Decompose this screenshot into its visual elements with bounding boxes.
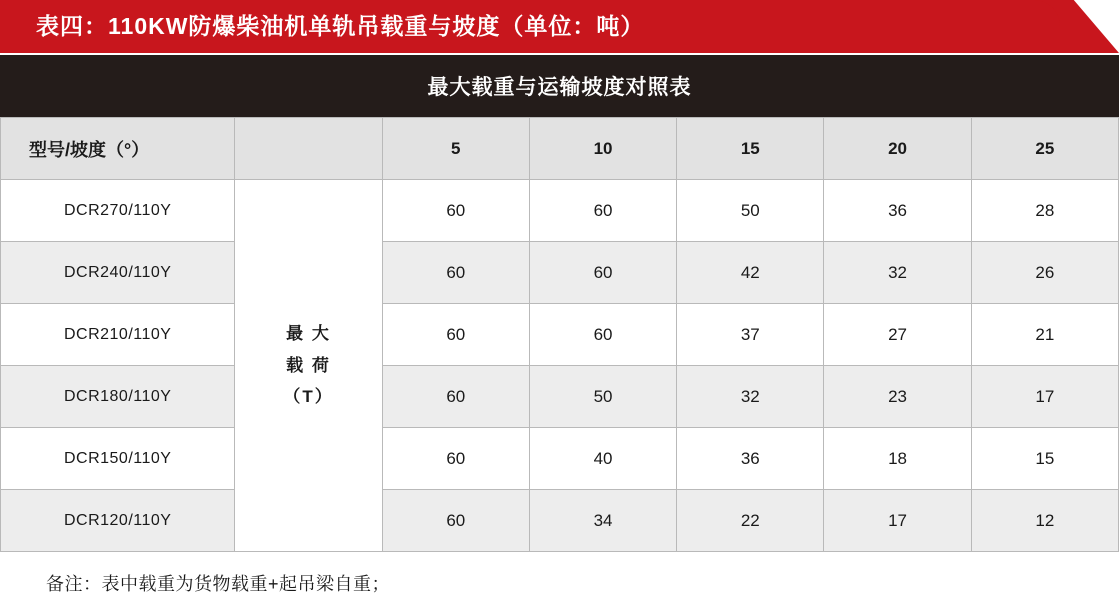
cell-value: 60 — [382, 366, 529, 428]
header-load-spacer — [235, 118, 382, 180]
cell-value: 28 — [971, 180, 1118, 242]
cell-value: 60 — [382, 428, 529, 490]
model-name: DCR270/110Y — [1, 180, 235, 242]
model-name: DCR240/110Y — [1, 242, 235, 304]
max-load-line-1: 最 大 — [286, 324, 331, 344]
cell-value: 15 — [971, 428, 1118, 490]
table-header-row — [1, 118, 1119, 180]
table-row — [1, 490, 1119, 552]
cell-value: 34 — [529, 490, 676, 552]
cell-value: 32 — [824, 242, 971, 304]
max-load-line-2: 载 荷 — [286, 355, 331, 375]
cell-value: 37 — [677, 304, 824, 366]
cell-value: 26 — [971, 242, 1118, 304]
max-load-line-3: （T） — [283, 387, 334, 407]
cell-value: 60 — [382, 490, 529, 552]
table-footnote: 备注：表中载重为货物载重+起吊梁自重； — [46, 574, 391, 594]
cell-value: 36 — [824, 180, 971, 242]
cell-value: 60 — [382, 304, 529, 366]
table-row — [1, 366, 1119, 428]
cell-value: 40 — [529, 428, 676, 490]
cell-value: 12 — [971, 490, 1118, 552]
header-model-degree: 型号/坡度（°） — [1, 118, 235, 180]
spec-table — [0, 117, 1119, 552]
spec-table-wrapper — [0, 117, 1119, 552]
cell-value: 21 — [971, 304, 1118, 366]
page-title: 表四：110KW防爆柴油机单轨吊载重与坡度（单位：吨） — [36, 13, 645, 39]
cell-value: 42 — [677, 242, 824, 304]
model-name: DCR120/110Y — [1, 490, 235, 552]
table-row — [1, 242, 1119, 304]
cell-value: 50 — [529, 366, 676, 428]
max-load-label-cell — [235, 180, 382, 552]
table-row — [1, 304, 1119, 366]
cell-value: 60 — [529, 242, 676, 304]
cell-value: 17 — [824, 490, 971, 552]
cell-value: 18 — [824, 428, 971, 490]
header-degree-5: 5 — [382, 118, 529, 180]
cell-value: 22 — [677, 490, 824, 552]
cell-value: 23 — [824, 366, 971, 428]
cell-value: 50 — [677, 180, 824, 242]
cell-value: 60 — [382, 180, 529, 242]
model-name: DCR180/110Y — [1, 366, 235, 428]
cell-value: 60 — [529, 304, 676, 366]
cell-value: 60 — [382, 242, 529, 304]
model-name: DCR150/110Y — [1, 428, 235, 490]
header-degree-25: 25 — [971, 118, 1118, 180]
cell-value: 17 — [971, 366, 1118, 428]
model-name: DCR210/110Y — [1, 304, 235, 366]
cell-value: 36 — [677, 428, 824, 490]
cell-value: 32 — [677, 366, 824, 428]
header-degree-15: 15 — [677, 118, 824, 180]
cell-value: 27 — [824, 304, 971, 366]
header-degree-20: 20 — [824, 118, 971, 180]
table-subtitle: 最大载重与运输坡度对照表 — [0, 55, 1119, 117]
cell-value: 60 — [529, 180, 676, 242]
title-banner — [0, 0, 1119, 55]
table-row — [1, 428, 1119, 490]
header-degree-10: 10 — [529, 118, 676, 180]
table-row — [1, 180, 1119, 242]
